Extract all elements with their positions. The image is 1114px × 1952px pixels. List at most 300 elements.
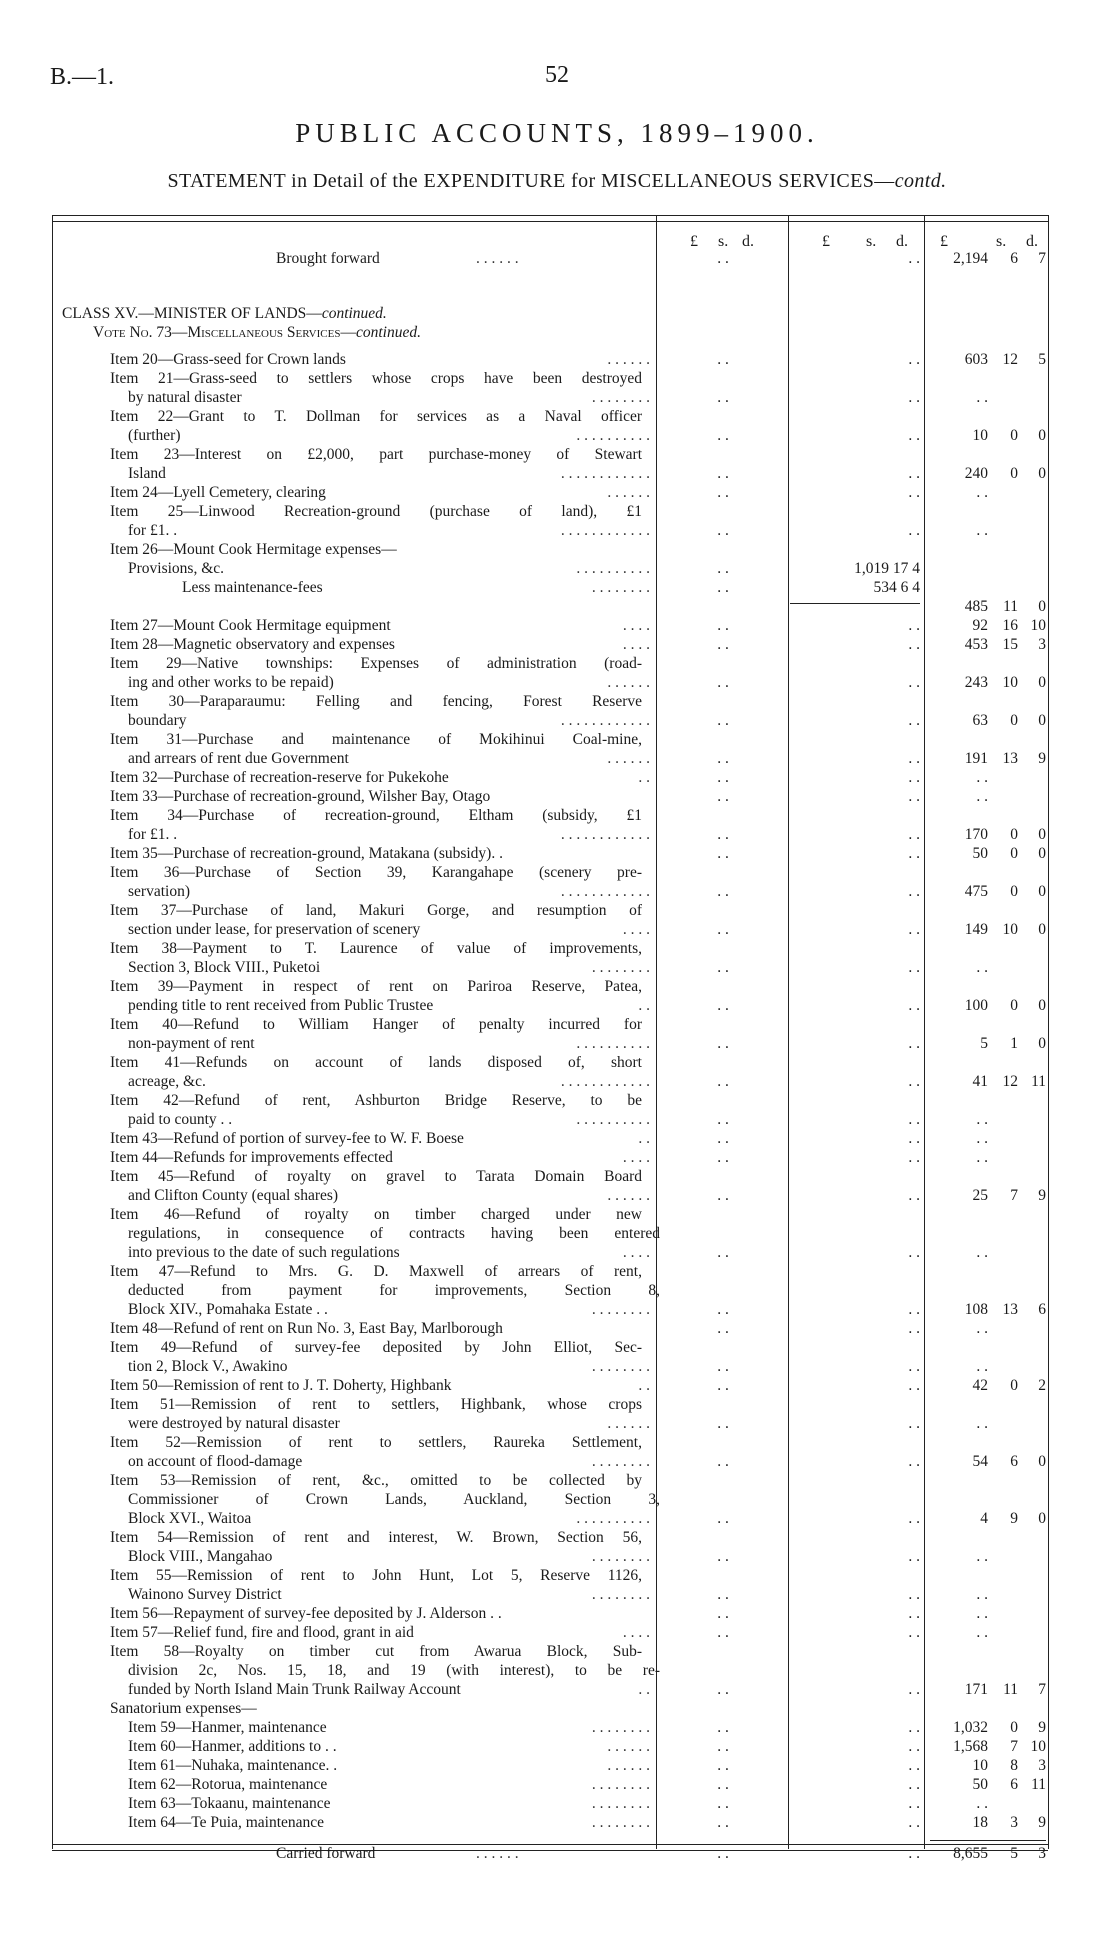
col1-value: . . <box>717 788 729 805</box>
amount-pounds: 475 <box>964 883 988 900</box>
item-description: Item 36—Purchase of Section 39, Karangahape (scenery pre- <box>110 864 642 881</box>
amount-pounds: . . <box>976 959 988 976</box>
col1-value: . . <box>717 484 729 501</box>
col2-value: . . <box>908 1111 920 1128</box>
table-row <box>0 750 1114 768</box>
item-description: Item 57—Relief fund, fire and flood, grant in aid <box>110 1624 414 1641</box>
table-row <box>0 1415 1114 1433</box>
col3-pence-head: d. <box>1026 233 1038 250</box>
col2-value: . . <box>908 1795 920 1812</box>
amount-shillings: 9 <box>1010 1510 1018 1527</box>
item-description: Block XIV., Pomahaka Estate . . <box>128 1301 328 1318</box>
item-description: were destroyed by natural disaster <box>128 1415 340 1432</box>
amount-pounds: 63 <box>972 712 988 729</box>
table-row <box>0 1187 1114 1205</box>
page-subtitle <box>0 170 1114 193</box>
col2-value: . . <box>908 1510 920 1527</box>
amount <box>930 598 1046 616</box>
table-top-rule <box>52 221 1048 222</box>
vote-heading-row <box>0 324 1114 342</box>
amount-pounds: 18 <box>972 1814 988 1831</box>
amount-shillings: 1 <box>1010 1035 1018 1052</box>
amount-shillings: 0 <box>1010 883 1018 900</box>
amount <box>930 1795 1046 1813</box>
table-row <box>0 788 1114 806</box>
col2-value: . . <box>908 389 920 406</box>
amount-pence: 0 <box>1038 1035 1046 1052</box>
amount-shillings: 7 <box>1010 1738 1018 1755</box>
col2-value: . . <box>908 636 920 653</box>
amount-pounds: 108 <box>964 1301 988 1318</box>
col2-value: . . <box>908 1130 920 1147</box>
col1-value: . . <box>717 560 729 577</box>
table-row <box>0 693 1114 711</box>
amount-shillings: 6 <box>1010 1776 1018 1793</box>
col1-value: . . <box>717 1624 729 1641</box>
amount-pence: 0 <box>1038 1510 1046 1527</box>
table-row <box>0 1662 1114 1680</box>
leader-dots: . . . . . . . . <box>591 1548 650 1565</box>
col1-value: . . <box>717 1738 729 1755</box>
leader-dots: . . . . . . . . . . . . <box>560 465 650 482</box>
item-description: Item 39—Payment in respect of rent on Pariroa Reserve, Patea, <box>110 978 642 995</box>
amount <box>930 1111 1046 1129</box>
item-description: Item 33—Purchase of recreation-ground, Wilsher Bay, Otago <box>110 788 491 805</box>
item-description: regulations, in consequence of contracts having been entered <box>128 1225 660 1242</box>
item-description: Island <box>128 465 166 482</box>
col1-value: . . <box>717 1814 729 1831</box>
col1-value: . . <box>717 1244 729 1261</box>
leader-dots: . . . . <box>622 1624 650 1641</box>
amount <box>930 1130 1046 1148</box>
amount-pence: 11 <box>1031 1776 1046 1793</box>
total-rule <box>930 1840 1046 1841</box>
amount-pounds: . . <box>976 1244 988 1261</box>
amount <box>930 674 1046 692</box>
item-description: Item 53—Remission of rent, &c., omitted to be collected by <box>110 1472 642 1489</box>
leader-dots: . . . . . . . . . . . . <box>560 1073 650 1090</box>
amount-pounds: 453 <box>964 636 988 653</box>
item-description: Item 54—Remission of rent and interest, W. Brown, Section 56, <box>110 1529 642 1546</box>
amount-pounds: 243 <box>964 674 988 691</box>
item-description: Item 24—Lyell Cemetery, clearing <box>110 484 326 501</box>
amount <box>930 845 1046 863</box>
item-description: Item 43—Refund of portion of survey-fee to W. F. Boese <box>110 1130 464 1147</box>
amount <box>930 1757 1046 1775</box>
table-row <box>0 598 1114 616</box>
col2-value: . . <box>908 1149 920 1166</box>
amount-pounds: . . <box>976 769 988 786</box>
leader-dots: . . . . . . . . . . <box>576 427 650 444</box>
table-row <box>0 1111 1114 1129</box>
col2-value: . . <box>908 750 920 767</box>
amount <box>930 1149 1046 1167</box>
subtitle-contd: contd. <box>894 170 947 192</box>
col1-value: . . <box>717 389 729 406</box>
table-row <box>0 446 1114 464</box>
col1-value: . . <box>717 674 729 691</box>
table-row <box>0 978 1114 996</box>
table-row <box>0 1757 1114 1775</box>
amount-shillings: 10 <box>1002 921 1018 938</box>
col1-value: . . <box>717 1757 729 1774</box>
amount <box>930 1510 1046 1528</box>
leader-dots: . . . . . . . . <box>591 1453 650 1470</box>
col1-value: . . <box>717 750 729 767</box>
amount-pence: 0 <box>1038 883 1046 900</box>
col2-value: . . <box>908 1757 920 1774</box>
amount-pounds: 50 <box>972 1776 988 1793</box>
amount-pounds: 10 <box>972 427 988 444</box>
table-row <box>0 541 1114 559</box>
col1-value: . . <box>717 1149 729 1166</box>
col1-shilling-head: s. <box>718 233 729 250</box>
leader-dots: . . . . . . . . . . . . <box>560 712 650 729</box>
brought-forward-pounds: 2,194 <box>953 250 988 267</box>
amount-pounds: . . <box>976 1149 988 1166</box>
col1-pound-head: £ <box>690 233 698 250</box>
leader-dots: . . . . <box>622 617 650 634</box>
leader-dots: . . . . <box>622 1244 650 1261</box>
leader-dots: . . . . . . . . . . . . <box>560 522 650 539</box>
amount <box>930 959 1046 977</box>
amount-pounds: 10 <box>972 1757 988 1774</box>
table-row <box>0 655 1114 673</box>
amount-pence: 9 <box>1038 1187 1046 1204</box>
item-description: Item 29—Native townships: Expenses of administration (road- <box>110 655 642 672</box>
item-description: pending title to rent received from Public Trustee <box>128 997 434 1014</box>
table-row <box>0 1092 1114 1110</box>
col2-value: . . <box>908 788 920 805</box>
carried-forward-pounds: 8,655 <box>953 1845 988 1862</box>
leader-dots: . . . . . . . . <box>591 1301 650 1318</box>
col1-value: . . <box>717 1681 729 1698</box>
leader-dots: . . . . <box>622 636 650 653</box>
leader-dots: . . . . <box>622 921 650 938</box>
item-description: Item 42—Refund of rent, Ashburton Bridge Reserve, to be <box>110 1092 642 1109</box>
col2-value: . . <box>908 1624 920 1641</box>
col1-value: . . <box>717 617 729 634</box>
item-description: Provisions, &c. <box>128 560 225 577</box>
amount <box>930 769 1046 787</box>
table-row <box>0 1738 1114 1756</box>
amount <box>930 1814 1046 1832</box>
amount-pence: 9 <box>1038 1719 1046 1736</box>
item-description: Item 22—Grant to T. Dollman for services as a Naval officer <box>110 408 642 425</box>
amount <box>930 788 1046 806</box>
col2-value: . . <box>908 1073 920 1090</box>
col2-value: . . <box>908 883 920 900</box>
table-row <box>0 408 1114 426</box>
leader-dots: . . . . . . <box>607 1738 650 1755</box>
class-heading-row <box>0 305 1114 323</box>
table-row <box>0 1377 1114 1395</box>
leader-dots: . . . . . . . . <box>591 1776 650 1793</box>
amount-pence: 0 <box>1038 427 1046 444</box>
amount-pence: 0 <box>1038 826 1046 843</box>
amount-pounds: 1,568 <box>953 1738 988 1755</box>
table-row <box>0 579 1114 597</box>
col2-pound-head: £ <box>822 233 830 250</box>
table-row <box>0 1396 1114 1414</box>
amount <box>930 1187 1046 1205</box>
table-row <box>0 1301 1114 1319</box>
brought-forward-pence: 7 <box>1038 250 1046 267</box>
item-description: Item 41—Refunds on account of lands disposed of, short <box>110 1054 642 1071</box>
amount <box>930 636 1046 654</box>
carried-forward-dots: . . . . . . <box>476 1845 519 1862</box>
col1-value: . . <box>717 959 729 976</box>
leader-dots: . . . . . . . . <box>591 1795 650 1812</box>
col2-value: . . <box>908 1548 920 1565</box>
amount-pounds: . . <box>976 1358 988 1375</box>
item-description: Item 31—Purchase and maintenance of Mokihinui Coal-mine, <box>110 731 642 748</box>
table-row <box>0 845 1114 863</box>
item-description: Section 3, Block VIII., Puketoi <box>128 959 321 976</box>
col2-value: . . <box>908 1035 920 1052</box>
amount-pence: 0 <box>1038 997 1046 1014</box>
col2-value: 534 6 4 <box>873 579 920 596</box>
table-row <box>0 522 1114 540</box>
carried-forward-shillings: 5 <box>1010 1845 1018 1862</box>
item-description: Item 59—Hanmer, maintenance <box>128 1719 327 1736</box>
col2-value: . . <box>908 712 920 729</box>
col1-value: . . <box>717 636 729 653</box>
item-description: Item 23—Interest on £2,000, part purchase-money of Stewart <box>110 446 642 463</box>
table-row <box>0 1016 1114 1034</box>
amount-shillings: 6 <box>1010 1453 1018 1470</box>
leader-dots: . . . . . . . . <box>591 579 650 596</box>
amount <box>930 1681 1046 1699</box>
amount-pence: 0 <box>1038 1453 1046 1470</box>
vote-heading <box>93 324 625 342</box>
item-description: funded by North Island Main Trunk Railway Account <box>128 1681 461 1698</box>
col1-value: . . <box>717 1548 729 1565</box>
col2-shilling-head: s. <box>866 233 877 250</box>
table-row <box>0 1149 1114 1167</box>
item-description: Item 48—Refund of rent on Run No. 3, East Bay, Marlborough <box>110 1320 503 1337</box>
table-row <box>0 1244 1114 1262</box>
amount-pounds: . . <box>976 1130 988 1147</box>
item-description: Item 49—Refund of survey-fee deposited by John Elliot, Sec- <box>110 1339 642 1356</box>
col2-value: . . <box>908 1301 920 1318</box>
amount-pounds: 5 <box>980 1035 988 1052</box>
amount <box>930 1453 1046 1471</box>
table-row <box>0 1453 1114 1471</box>
item-description: Item 32—Purchase of recreation-reserve for Pukekohe <box>110 769 449 786</box>
item-description: Less maintenance-fees <box>182 579 323 596</box>
brought-forward-col2: . . <box>908 250 920 267</box>
table-row <box>0 826 1114 844</box>
table-row <box>0 503 1114 521</box>
document-reference: B.—1. <box>50 64 115 90</box>
item-description: section under lease, for preservation of scenery <box>128 921 421 938</box>
col1-value: . . <box>717 1130 729 1147</box>
amount <box>930 484 1046 502</box>
item-description: paid to county . . <box>128 1111 233 1128</box>
col1-value: . . <box>717 712 729 729</box>
item-description: acreage, &c. <box>128 1073 206 1090</box>
item-description: Item 35—Purchase of recreation-ground, Matakana (subsidy). . <box>110 845 503 862</box>
amount-pounds: 170 <box>964 826 988 843</box>
col1-value: . . <box>717 883 729 900</box>
amount-shillings: 12 <box>1002 351 1018 368</box>
col1-value: . . <box>717 921 729 938</box>
amount-pence: 0 <box>1038 921 1046 938</box>
col1-value: . . <box>717 1795 729 1812</box>
table-row <box>0 1605 1114 1623</box>
col1-value: . . <box>717 1320 729 1337</box>
table-row <box>0 1035 1114 1053</box>
amount-pounds: 25 <box>972 1187 988 1204</box>
amount-shillings: 0 <box>1010 465 1018 482</box>
amount-pence: 9 <box>1038 1814 1046 1831</box>
leader-dots: . . <box>638 1377 650 1394</box>
amount-shillings: 8 <box>1010 1757 1018 1774</box>
col3-shilling-head: s. <box>996 233 1007 250</box>
carried-forward-total <box>930 1845 1046 1863</box>
carried-forward-pence: 3 <box>1038 1845 1046 1862</box>
amount-pounds: . . <box>976 1605 988 1622</box>
table-row <box>0 370 1114 388</box>
table-row <box>0 1054 1114 1072</box>
amount-pounds: 149 <box>964 921 988 938</box>
table-row <box>0 1719 1114 1737</box>
col1-value: . . <box>717 845 729 862</box>
amount-pounds: 50 <box>972 845 988 862</box>
table-row <box>0 1586 1114 1604</box>
amount-pounds: . . <box>976 1548 988 1565</box>
item-description: on account of flood-damage <box>128 1453 303 1470</box>
amount-pounds: . . <box>976 1111 988 1128</box>
table-row <box>0 1567 1114 1585</box>
item-description: for £1. . <box>128 826 178 843</box>
amount-pounds: 485 <box>964 598 988 615</box>
amount-shillings: 7 <box>1010 1187 1018 1204</box>
amount-pence: 9 <box>1038 750 1046 767</box>
col2-value: . . <box>908 769 920 786</box>
leader-dots: . . <box>638 1130 650 1147</box>
col1-value: . . <box>717 427 729 444</box>
item-description: Item 63—Tokaanu, maintenance <box>128 1795 331 1812</box>
amount <box>930 921 1046 939</box>
brought-forward-label: Brought forward <box>276 250 380 267</box>
table-row <box>0 1624 1114 1642</box>
table-row <box>0 465 1114 483</box>
col1-value: . . <box>717 1358 729 1375</box>
table-row <box>0 1795 1114 1813</box>
table-row <box>0 1168 1114 1186</box>
item-description: Item 52—Remission of rent to settlers, Raureka Settlement, <box>110 1434 642 1451</box>
brought-forward-total <box>930 250 1046 268</box>
col2-value: . . <box>908 959 920 976</box>
table-row <box>0 1776 1114 1794</box>
leader-dots: . . . . . . <box>607 1187 650 1204</box>
amount <box>930 1320 1046 1338</box>
amount-shillings: 15 <box>1002 636 1018 653</box>
col2-value: . . <box>908 1358 920 1375</box>
leader-dots: . . . . . . . . . . <box>576 1510 650 1527</box>
leader-dots: . . . . . . <box>607 351 650 368</box>
table-row <box>0 1510 1114 1528</box>
table-row <box>0 427 1114 445</box>
amount-pounds: 603 <box>964 351 988 368</box>
item-description: Item 51—Remission of rent to settlers, Highbank, whose crops <box>110 1396 642 1413</box>
leader-dots: . . . . . . <box>607 674 650 691</box>
amount-pounds: 1,032 <box>953 1719 988 1736</box>
item-description: Commissioner of Crown Lands, Auckland, Section 3, <box>128 1491 660 1508</box>
col1-value: . . <box>717 769 729 786</box>
carried-forward-col1: . . <box>717 1845 729 1862</box>
item-description: Block VIII., Mangahao <box>128 1548 273 1565</box>
col2-value: . . <box>908 845 920 862</box>
table-row <box>0 1529 1114 1547</box>
col2-value: . . <box>908 1681 920 1698</box>
col1-value: . . <box>717 1510 729 1527</box>
table-row <box>0 617 1114 635</box>
subtotal-rule <box>790 603 920 604</box>
amount-shillings: 10 <box>1002 674 1018 691</box>
amount <box>930 712 1046 730</box>
amount-pounds: . . <box>976 522 988 539</box>
table-row <box>0 997 1114 1015</box>
item-description: Item 27—Mount Cook Hermitage equipment <box>110 617 391 634</box>
item-description: division 2c, Nos. 15, 18, and 19 (with interest), to be re- <box>128 1662 660 1679</box>
col2-value: . . <box>908 1776 920 1793</box>
col2-value: . . <box>908 1814 920 1831</box>
class-heading-text: CLASS XV.—MINISTER OF LANDS— <box>62 305 322 322</box>
col1-value: . . <box>717 579 729 596</box>
brought-forward-row <box>0 250 1114 268</box>
amount <box>930 617 1046 635</box>
amount-shillings: 0 <box>1010 712 1018 729</box>
amount <box>930 427 1046 445</box>
leader-dots: . . . . . . . . <box>591 1814 650 1831</box>
item-description: Sanatorium expenses— <box>110 1700 257 1717</box>
amount <box>930 1244 1046 1262</box>
col2-value: . . <box>908 1719 920 1736</box>
amount <box>930 1301 1046 1319</box>
table-row <box>0 1073 1114 1091</box>
amount-pounds: 41 <box>972 1073 988 1090</box>
leader-dots: . . <box>638 997 650 1014</box>
item-description: servation) <box>128 883 190 900</box>
amount-pence: 0 <box>1038 712 1046 729</box>
col2-value: . . <box>908 997 920 1014</box>
amount <box>930 1776 1046 1794</box>
col2-value: . . <box>908 351 920 368</box>
col1-value: . . <box>717 1187 729 1204</box>
item-description: Item 21—Grass-seed to settlers whose crops have been destroyed <box>110 370 642 387</box>
amount-pence: 6 <box>1038 1301 1046 1318</box>
amount <box>930 1738 1046 1756</box>
table-row <box>0 769 1114 787</box>
amount-shillings: 16 <box>1002 617 1018 634</box>
table-row <box>0 1491 1114 1509</box>
amount-pence: 0 <box>1038 465 1046 482</box>
amount <box>930 1377 1046 1395</box>
amount-pence: 11 <box>1031 1073 1046 1090</box>
amount-pence: 2 <box>1038 1377 1046 1394</box>
amount-pounds: 42 <box>972 1377 988 1394</box>
amount-pounds: . . <box>976 788 988 805</box>
amount-pounds: . . <box>976 484 988 501</box>
table-row <box>0 389 1114 407</box>
item-description: Item 55—Remission of rent to John Hunt, Lot 5, Reserve 1126, <box>110 1567 642 1584</box>
amount-shillings: 3 <box>1010 1814 1018 1831</box>
col1-value: . . <box>717 1301 729 1318</box>
amount-pounds: . . <box>976 389 988 406</box>
